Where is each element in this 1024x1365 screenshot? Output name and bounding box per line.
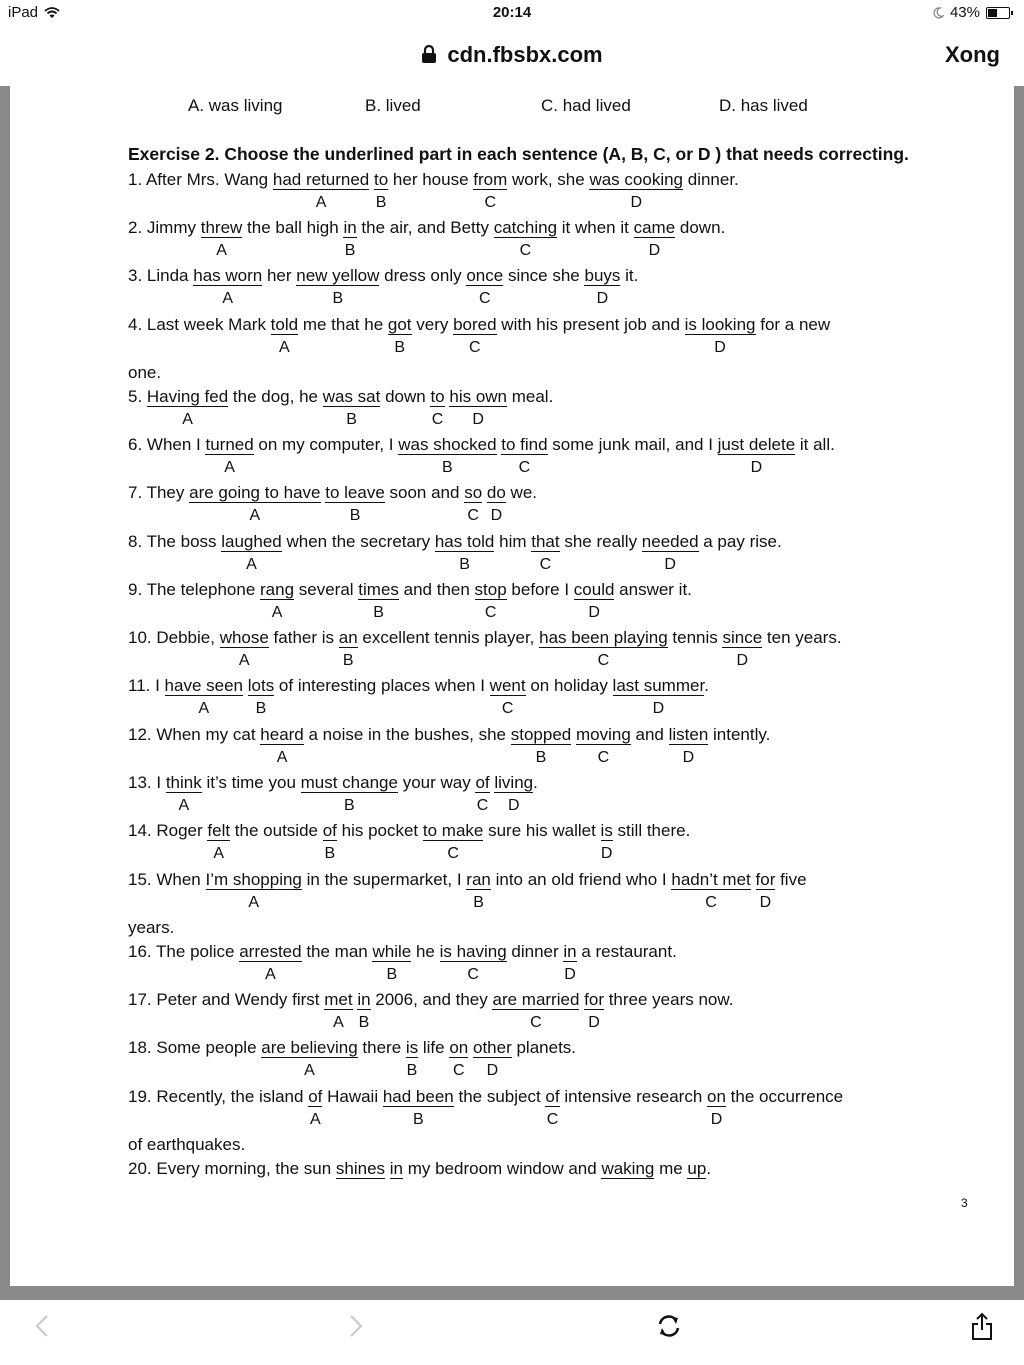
answer-letter: D [750, 459, 763, 476]
answer-letter: A [304, 1062, 315, 1079]
sentence-text: dinner [506, 942, 564, 961]
battery-icon [986, 7, 1010, 19]
sentence-text: 10. Debbie, [128, 628, 220, 647]
underlined-part: waking [601, 1159, 655, 1178]
answer-letter: C [431, 411, 444, 428]
sentence-text: we. [505, 483, 538, 502]
underlined-part: has worn [193, 266, 263, 285]
back-icon[interactable] [34, 1312, 50, 1340]
answer-letter: B [255, 700, 267, 717]
sentence-text: the occurrence [725, 1087, 844, 1106]
sentence-text: it all. [795, 435, 835, 454]
sentence-text: . [704, 676, 709, 695]
answer-letter: A [276, 749, 288, 766]
sentence-4 [128, 315, 830, 339]
answer-letter: D [472, 411, 484, 428]
sentence-text: the outside [230, 821, 323, 840]
sentence-text: 13. I [128, 773, 166, 792]
answer-letter: B [442, 459, 453, 476]
sentence-text: 3. Linda [128, 266, 194, 285]
sentence-text: 20. Every morning, the sun [128, 1159, 336, 1178]
sentence-text: the man [301, 942, 373, 961]
document-viewer[interactable] [0, 86, 1024, 1300]
answer-letter: A [249, 507, 261, 524]
underlined-part: are believing [261, 1038, 358, 1057]
answer-letter: C [539, 556, 552, 573]
answer-letter: B [373, 604, 384, 621]
sentence-text: of interesting places when I [274, 676, 490, 695]
underlined-part: to [374, 170, 389, 189]
answer-letter: D [588, 604, 600, 621]
sentence-text: soon and [384, 483, 465, 502]
answer-letter: C [597, 652, 610, 669]
sentence-text: down [380, 387, 431, 406]
underlined-part: arrested [239, 942, 302, 961]
answer-letter: D [759, 894, 772, 911]
sentence-text: 17. Peter and Wendy first [128, 990, 325, 1009]
underlined-part: threw [200, 218, 243, 237]
page-number: 3 [961, 1196, 968, 1210]
answer-letter: C [519, 242, 532, 259]
option-c: C. had lived [541, 96, 631, 115]
answer-letter: B [343, 797, 355, 814]
exercise-heading: Exercise 2. Choose the underlined part in each sentence (A, B, C, or D ) that needs correcting. [128, 144, 909, 164]
underlined-part: last summer [612, 676, 705, 695]
sentence-text: it. [620, 266, 639, 285]
sentence-19 [128, 1087, 843, 1111]
sentence-text: sure his wallet [483, 821, 601, 840]
sentence-text: there [357, 1038, 406, 1057]
sentence-text: it when it [557, 218, 634, 237]
answer-letter: D [507, 797, 520, 814]
sentence-text: 6. When I [128, 435, 206, 454]
underlined-part: have seen [164, 676, 243, 695]
underlined-part: came [633, 218, 676, 237]
answer-letter: B [358, 1014, 370, 1031]
sentence-text: 14. Roger [128, 821, 208, 840]
answer-letter: C [597, 749, 610, 766]
underlined-part: do [486, 483, 506, 502]
sentence-text: the ball high [242, 218, 344, 237]
underlined-part: got [387, 315, 412, 334]
sentence-text: she really [559, 532, 642, 551]
answer-letter: C [467, 507, 479, 524]
sentence-text: it’s time you [201, 773, 301, 792]
sentence-7 [128, 483, 537, 507]
sentence-text: and then [398, 580, 475, 599]
sentence-16 [128, 942, 677, 966]
answer-letter: C [484, 194, 497, 211]
sentence-9 [128, 580, 692, 604]
sentence-text: 2006, and they [370, 990, 493, 1009]
option-b: B. lived [365, 96, 421, 115]
sentence-text: your way [397, 773, 476, 792]
sentence-17 [128, 990, 733, 1014]
underlined-part: so [464, 483, 483, 502]
answer-letter: B [346, 411, 357, 428]
moon-icon [932, 7, 944, 19]
sentence-text: 4. Last week Mark [128, 315, 271, 334]
sentence-text: the air, and Betty [356, 218, 494, 237]
underlined-part: new yellow [296, 266, 380, 285]
underlined-part: to [430, 387, 445, 406]
underlined-part: his own [449, 387, 508, 406]
answer-letter: B [394, 339, 406, 356]
answer-letter: A [265, 966, 276, 983]
answer-letter: C [518, 459, 531, 476]
underlined-part: hadn’t met [671, 870, 751, 889]
answer-letter: A [315, 194, 327, 211]
lock-icon [421, 44, 437, 64]
url-display[interactable] [0, 42, 1024, 68]
sentence-text: 12. When my cat [128, 725, 261, 744]
underlined-part: moving [575, 725, 631, 744]
answer-letter: D [652, 700, 665, 717]
sentence-text: he [411, 942, 440, 961]
sentence-text: down. [675, 218, 726, 237]
answer-letter: D [682, 749, 695, 766]
sentence-text: with his present job and [496, 315, 685, 334]
sentence-text: the dog, he [228, 387, 323, 406]
sentence-text: very [411, 315, 454, 334]
answer-letter: B [386, 966, 398, 983]
underlined-part: that [531, 532, 560, 551]
sentence-text: since she [503, 266, 585, 285]
sentence-text: dinner. [683, 170, 739, 189]
sentence-text: him [494, 532, 532, 551]
underlined-part: of [475, 773, 490, 792]
underlined-part: times [358, 580, 399, 599]
sentence-text: answer it. [614, 580, 692, 599]
underlined-part: has told [434, 532, 495, 551]
forward-icon[interactable] [348, 1312, 364, 1340]
underlined-part: felt [207, 821, 231, 840]
sentence-text: for a new [755, 315, 831, 334]
sentence-text: me that he [298, 315, 388, 334]
sentence-text: . [706, 1159, 712, 1178]
answer-letter: A [213, 845, 225, 862]
underlined-part: on [449, 1038, 469, 1057]
answer-letter: B [342, 652, 354, 669]
answer-letter: C [530, 1014, 542, 1031]
sentence-text: father is [268, 628, 339, 647]
bottom-toolbar [0, 1300, 1024, 1365]
sentence-text: 1. After Mrs. Wang [128, 170, 273, 189]
underlined-part: heard [260, 725, 304, 744]
sentence-text: 5. [128, 387, 147, 406]
underlined-part: living [494, 773, 534, 792]
underlined-part: met [324, 990, 353, 1009]
answer-letter: A [333, 1014, 344, 1031]
underlined-part: needed [641, 532, 699, 551]
device-name: iPad [8, 4, 39, 21]
answer-letter: C [453, 1062, 465, 1079]
answer-letter: A [246, 556, 257, 573]
underlined-part: buys [584, 266, 621, 285]
underlined-part: is [600, 821, 613, 840]
underlined-part: laughed [221, 532, 282, 551]
answer-letter: C [447, 845, 459, 862]
answer-letter: C [467, 966, 479, 983]
underlined-part: since [722, 628, 763, 647]
option-d: D. has lived [719, 96, 808, 115]
answer-letter: A [224, 459, 235, 476]
option-a: A. was living [188, 96, 283, 115]
underlined-part: to make [422, 821, 484, 840]
answer-letter: A [238, 652, 250, 669]
reload-icon[interactable] [655, 1312, 683, 1340]
answer-letter: D [714, 339, 726, 356]
underlined-part: in [357, 990, 371, 1009]
underlined-part: stop [474, 580, 507, 599]
status-right [932, 4, 1010, 21]
underlined-part: was cooking [589, 170, 684, 189]
sentence-text: the subject [453, 1087, 546, 1106]
answer-letter: C [484, 604, 497, 621]
sentence-text: a noise in the bushes, she [303, 725, 511, 744]
sentence-text: her house [388, 170, 474, 189]
sentence-text: Hawaii [322, 1087, 383, 1106]
underlined-part: stopped [510, 725, 572, 744]
underlined-part: an [338, 628, 358, 647]
sentence-text: when the secretary [281, 532, 435, 551]
sentence-1 [128, 170, 739, 194]
underlined-part: to find [501, 435, 548, 454]
underlined-part: rang [260, 580, 295, 599]
underlined-part: are going to have [189, 483, 321, 502]
document-page [10, 86, 1014, 1286]
answer-letter: D [736, 652, 749, 669]
underlined-part: was sat [322, 387, 381, 406]
sentence-text: . [533, 773, 538, 792]
answer-letter: C [479, 290, 491, 307]
answer-letter: B [344, 242, 356, 259]
underlined-part: could [573, 580, 615, 599]
sentence-text: dress only [379, 266, 467, 285]
share-icon[interactable] [970, 1312, 994, 1342]
sentence-text: before I [506, 580, 574, 599]
sentence-text: three years now. [603, 990, 734, 1009]
sentence-text: 11. I [128, 676, 165, 695]
sentence-text: a pay rise. [698, 532, 782, 551]
sentence-text: still there. [612, 821, 691, 840]
answer-letter: B [473, 894, 484, 911]
sentence-10 [128, 628, 842, 652]
answer-letter: A [271, 604, 283, 621]
answer-letter: D [564, 966, 576, 983]
sentence-6 [128, 435, 835, 459]
sentence-text: 2. Jimmy [128, 218, 201, 237]
sentence-text: 16. The police [128, 942, 240, 961]
sentence-20 [128, 1159, 711, 1183]
address-bar[interactable] [0, 36, 1024, 76]
underlined-part: think [165, 773, 202, 792]
underlined-part: had returned [272, 170, 370, 189]
sentence-text: work, she [507, 170, 590, 189]
status-bar [0, 0, 1024, 28]
sentence-text: her [262, 266, 297, 285]
url-text: cdn.fbsbx.com [447, 42, 603, 67]
underlined-part: listen [668, 725, 709, 744]
sentence-text: intently. [708, 725, 771, 744]
answer-letter: D [630, 194, 643, 211]
underlined-part: for [755, 870, 776, 889]
answer-letter: B [459, 556, 470, 573]
underlined-part: of [308, 1087, 323, 1106]
sentence-8 [128, 532, 782, 556]
sentence-text [751, 870, 756, 889]
sentence-text: 9. The telephone [128, 580, 261, 599]
sentence-continuation: of earthquakes. [128, 1135, 246, 1154]
underlined-part: on [707, 1087, 726, 1106]
sentence-continuation: one. [128, 363, 162, 382]
sentence-text: my bedroom window and [403, 1159, 602, 1178]
sentence-text: intensive research [559, 1087, 708, 1106]
underlined-part: in [343, 218, 357, 237]
underlined-part: is looking [684, 315, 756, 334]
underlined-part: from [473, 170, 508, 189]
answer-letter: D [486, 1062, 499, 1079]
underlined-part: bored [453, 315, 497, 334]
sentence-text: excellent tennis player, [357, 628, 540, 647]
answer-letter: D [710, 1111, 723, 1128]
underlined-part: lots [247, 676, 275, 695]
underlined-part: to leave [325, 483, 385, 502]
answer-letter: C [705, 894, 717, 911]
answer-letter: A [216, 242, 227, 259]
answer-letter: B [406, 1062, 418, 1079]
sentence-text: me [654, 1159, 688, 1178]
sentence-11 [128, 676, 709, 700]
sentence-text: life [418, 1038, 450, 1057]
underlined-part: of [545, 1087, 560, 1106]
answer-letter: C [469, 339, 481, 356]
answer-options [10, 96, 1014, 120]
answer-letter: C [546, 1111, 559, 1128]
answer-letter: B [332, 290, 344, 307]
underlined-part: catching [493, 218, 558, 237]
sentence-text: his pocket [336, 821, 423, 840]
sentence-continuation: years. [128, 918, 175, 937]
answer-letter: D [648, 242, 661, 259]
underlined-part: has been playing [539, 628, 668, 647]
answer-letter: A [309, 1111, 321, 1128]
sentence-text: 8. The boss [128, 532, 222, 551]
underlined-part: was shocked [398, 435, 497, 454]
answer-letter: B [324, 845, 336, 862]
sentence-12 [128, 725, 770, 749]
sentence-text: 18. Some people [128, 1038, 262, 1057]
sentence-14 [128, 821, 690, 845]
sentence-text: meal. [507, 387, 554, 406]
sentence-text: planets. [511, 1038, 577, 1057]
underlined-part: in [563, 942, 577, 961]
sentence-text: into an old friend who I [490, 870, 672, 889]
answer-letter: A [279, 339, 290, 356]
sentence-18 [128, 1038, 576, 1062]
sentence-text: some junk mail, and I [547, 435, 718, 454]
sentence-text: 19. Recently, the island [128, 1087, 309, 1106]
underlined-part: other [473, 1038, 512, 1057]
underlined-part: are married [492, 990, 580, 1009]
sentence-3 [128, 266, 638, 290]
answer-letter: D [664, 556, 676, 573]
underlined-part: had been [382, 1087, 454, 1106]
underlined-part: must change [300, 773, 398, 792]
underlined-part: told [270, 315, 299, 334]
underlined-part: in [389, 1159, 403, 1178]
sentence-13 [128, 773, 538, 797]
answer-letter: A [222, 290, 234, 307]
answer-letter: A [248, 894, 260, 911]
answer-letter: C [501, 700, 514, 717]
underlined-part: whose [219, 628, 269, 647]
answer-letter: A [178, 797, 190, 814]
answer-letter: D [490, 507, 503, 524]
underlined-part: once [466, 266, 504, 285]
underlined-part: is [405, 1038, 419, 1057]
underlined-part: turned [205, 435, 254, 454]
account-name[interactable]: Xong [945, 42, 1000, 67]
underlined-part: while [372, 942, 412, 961]
underlined-part: went [489, 676, 526, 695]
answer-letter: B [535, 749, 547, 766]
sentence-text: several [294, 580, 359, 599]
underlined-part: up [687, 1159, 707, 1178]
sentence-text: ten years. [762, 628, 842, 647]
underlined-part: of [322, 821, 337, 840]
underlined-part: shines [335, 1159, 386, 1178]
answer-letter: A [198, 700, 210, 717]
underlined-part: for [584, 990, 604, 1009]
sentence-text: in the supermarket, I [301, 870, 467, 889]
answer-letter: A [182, 411, 193, 428]
answer-letter: D [596, 290, 609, 307]
answer-letter: B [349, 507, 361, 524]
sentence-5 [128, 387, 553, 411]
underlined-part: I’m shopping [205, 870, 302, 889]
sentence-text: five [775, 870, 807, 889]
underlined-part: Having fed [146, 387, 229, 406]
answer-letter: B [375, 194, 387, 211]
sentence-text: 7. They [128, 483, 190, 502]
sentence-text: 15. When [128, 870, 206, 889]
underlined-part: ran [466, 870, 491, 889]
underlined-part: is having [439, 942, 507, 961]
sentence-15 [128, 870, 807, 894]
answer-letter: B [412, 1111, 424, 1128]
battery-percent: 43% [949, 4, 980, 21]
sentence-text: a restaurant. [576, 942, 677, 961]
sentence-text: and [630, 725, 669, 744]
status-time: 20:14 [492, 4, 532, 21]
sentence-2 [128, 218, 725, 242]
answer-letter: D [600, 845, 613, 862]
underlined-part: just delete [717, 435, 796, 454]
answer-letter: C [476, 797, 489, 814]
sentence-text: on holiday [525, 676, 613, 695]
sentence-text: on my computer, I [253, 435, 399, 454]
answer-letter: D [588, 1014, 600, 1031]
sentence-text: tennis [667, 628, 723, 647]
